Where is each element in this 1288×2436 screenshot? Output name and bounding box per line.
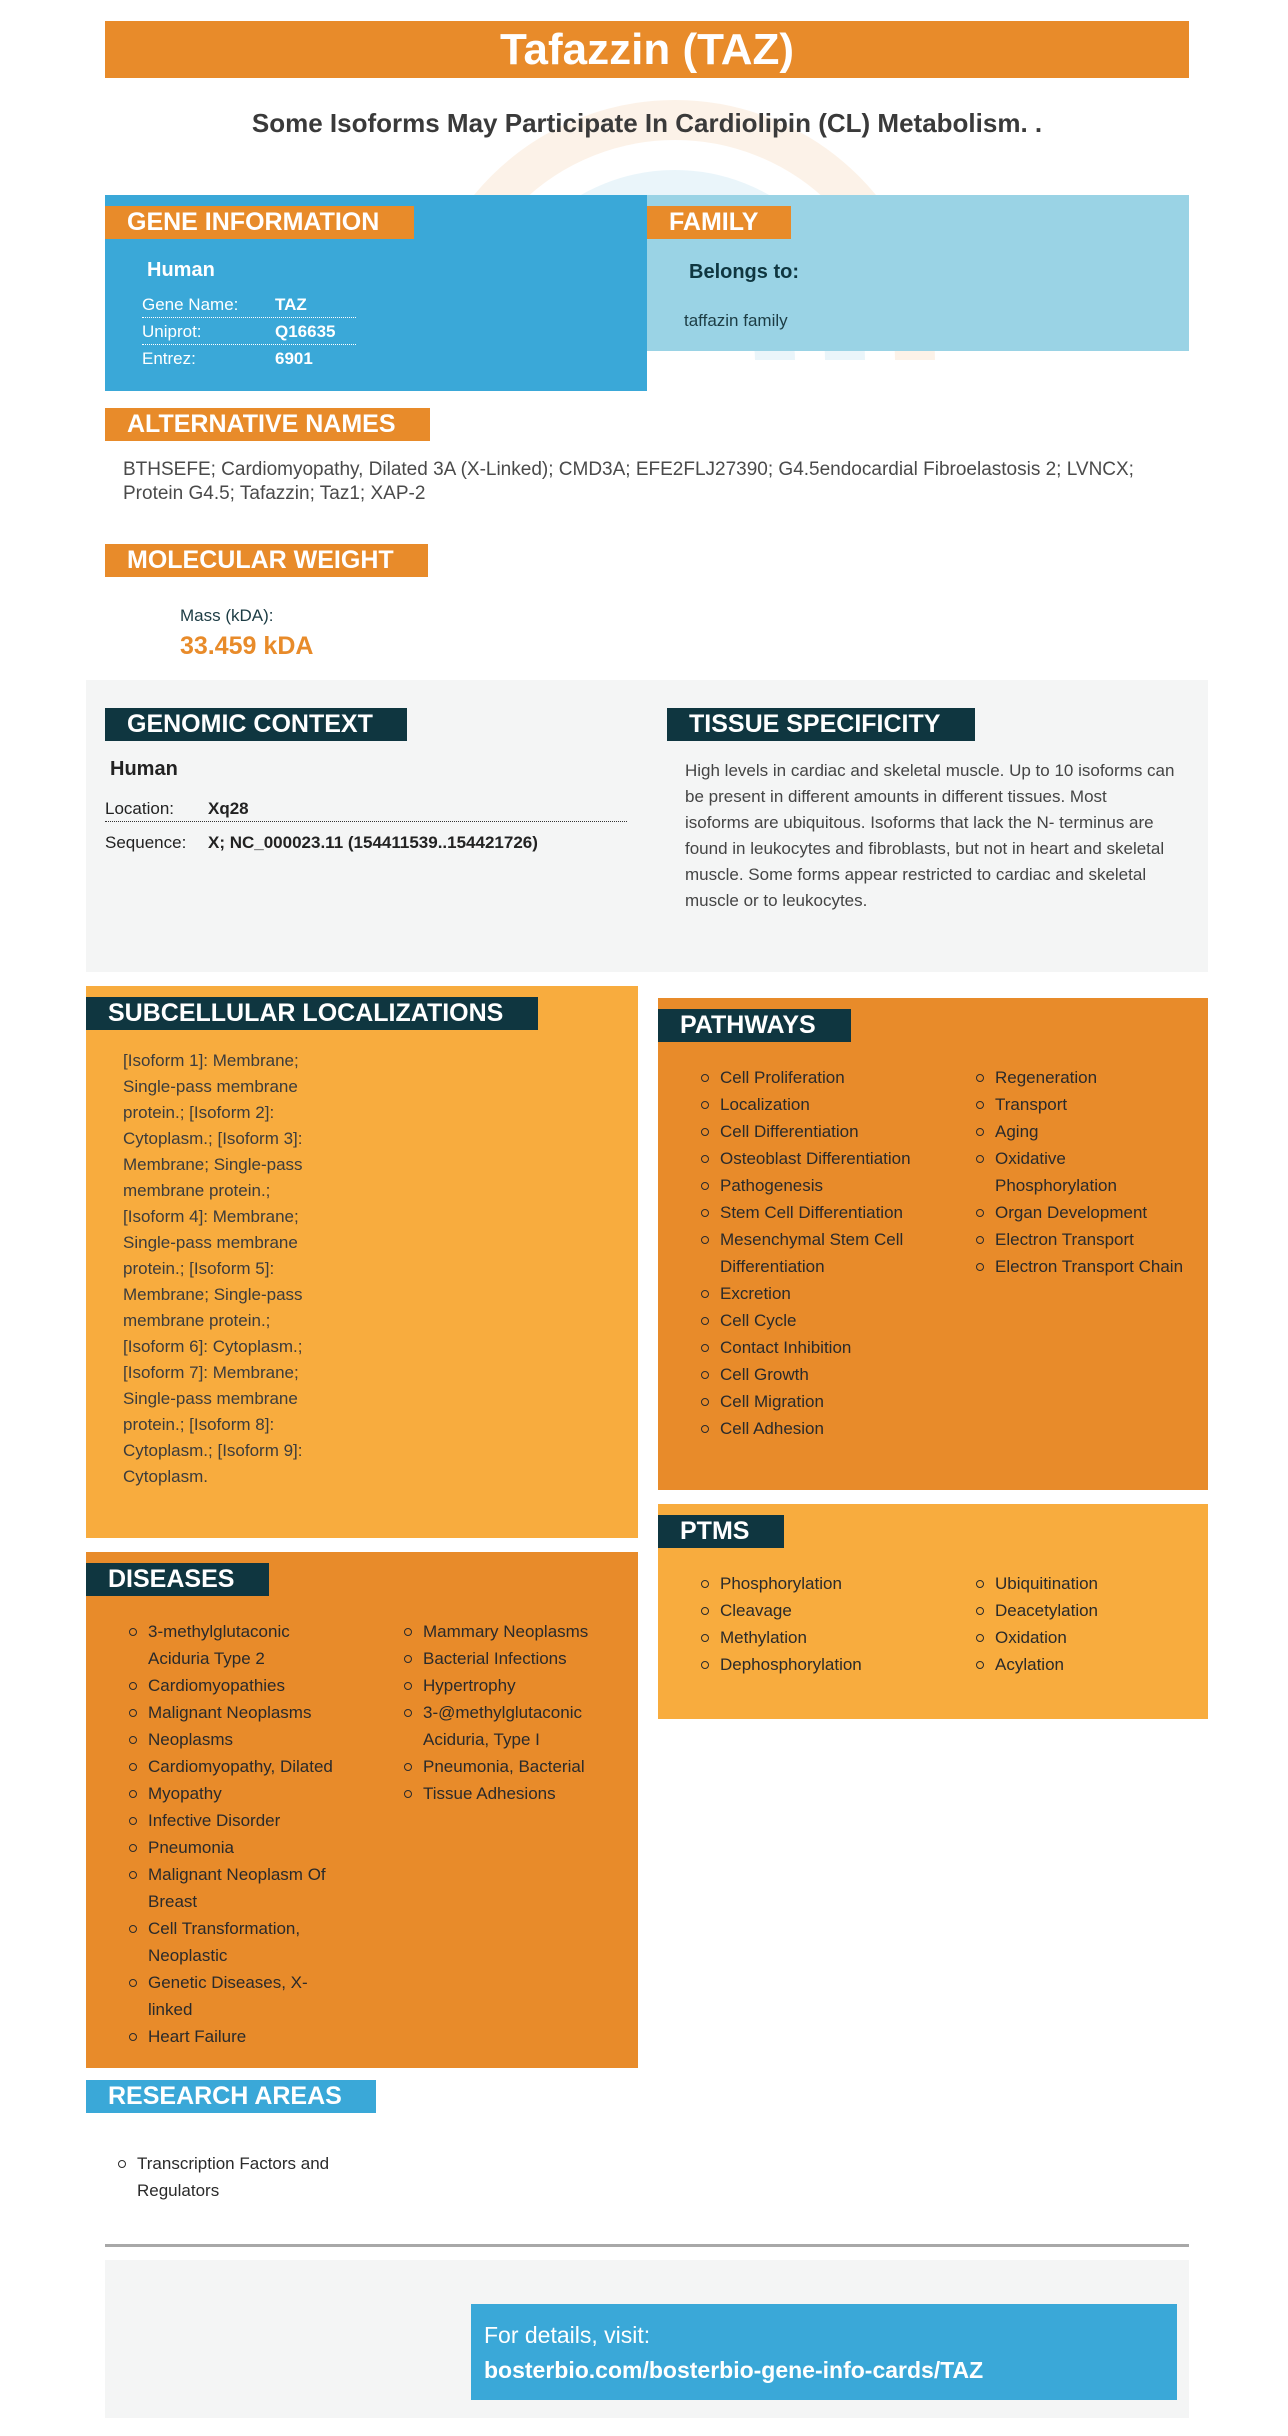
diseases-list-col2 bbox=[404, 1618, 619, 1807]
location-label: Location: bbox=[105, 799, 174, 818]
list-item: Bacterial Infections bbox=[404, 1645, 619, 1672]
footer-divider bbox=[105, 2244, 1189, 2247]
list-item: Phosphorylation bbox=[701, 1570, 921, 1597]
list-item: Cell Adhesion bbox=[701, 1415, 921, 1442]
list-item: Contact Inhibition bbox=[701, 1334, 921, 1361]
gene-information-card bbox=[105, 195, 647, 391]
gene-name-value: TAZ bbox=[275, 295, 307, 314]
pathways-heading: PATHWAYS bbox=[658, 1009, 851, 1042]
list-item: Pneumonia bbox=[129, 1834, 334, 1861]
research-areas-list bbox=[118, 2150, 358, 2204]
list-item: Oxidation bbox=[976, 1624, 1196, 1651]
details-link-box[interactable] bbox=[471, 2304, 1177, 2400]
list-item: Tissue Adhesions bbox=[404, 1780, 619, 1807]
list-item: Cell Migration bbox=[701, 1388, 921, 1415]
uniprot-label: Uniprot: bbox=[142, 322, 202, 341]
gene-name-label: Gene Name: bbox=[142, 295, 239, 314]
list-item: Cell Transformation, Neoplastic bbox=[129, 1915, 334, 1969]
list-item: Genetic Diseases, X-linked bbox=[129, 1969, 334, 2023]
list-item: Pneumonia, Bacterial bbox=[404, 1753, 619, 1780]
subcellular-heading: SUBCELLULAR LOCALIZATIONS bbox=[86, 997, 538, 1030]
list-item: Heart Failure bbox=[129, 2023, 334, 2050]
diseases-heading: DISEASES bbox=[86, 1563, 269, 1596]
list-item: Stem Cell Differentiation bbox=[701, 1199, 921, 1226]
list-item: Cell Growth bbox=[701, 1361, 921, 1388]
alternative-names-text: BTHSEFE; Cardiomyopathy, Dilated 3A (X-Linked); CMD3A; EFE2FLJ27390; G4.5endocardial Fibroelastosis 2; LVNCX; Protein G4.5; Tafazzin; Taz1; XAP-2 bbox=[123, 459, 1134, 504]
list-item: Mesenchymal Stem Cell Differentiation bbox=[701, 1226, 921, 1280]
list-item: Cell Cycle bbox=[701, 1307, 921, 1334]
ptms-list-col1 bbox=[701, 1570, 921, 1678]
list-item: Cardiomyopathy, Dilated bbox=[129, 1753, 334, 1780]
list-item: Methylation bbox=[701, 1624, 921, 1651]
list-item: Acylation bbox=[976, 1651, 1196, 1678]
details-link[interactable]: bosterbio.com/bosterbio-gene-info-cards/TAZ bbox=[484, 2357, 984, 2383]
molecular-weight-heading: MOLECULAR WEIGHT bbox=[105, 544, 428, 577]
list-item: Electron Transport bbox=[976, 1226, 1204, 1253]
list-item: Infective Disorder bbox=[129, 1807, 334, 1834]
diseases-list-col1 bbox=[129, 1618, 334, 2050]
ptms-card bbox=[658, 1504, 1208, 1719]
list-item: Hypertrophy bbox=[404, 1672, 619, 1699]
mass-value: 33.459 kDA bbox=[180, 632, 314, 660]
list-item: Electron Transport Chain bbox=[976, 1253, 1204, 1280]
page-subtitle: Some Isoforms May Participate In Cardiolipin (CL) Metabolism. . bbox=[251, 108, 1043, 138]
tissue-specificity-text: High levels in cardiac and skeletal muscle. Up to 10 isoforms can be present in different amounts in different tissues. Most isoforms are ubiquitous. Isoforms that lack the N- terminus are found in leukocytes and fibroblasts, but not in heart and skeletal muscle. Some forms appear restricted to cardiac and skeletal muscle or to leukocytes. bbox=[685, 761, 1175, 910]
ptms-heading: PTMS bbox=[658, 1515, 784, 1548]
list-item: Neoplasms bbox=[129, 1726, 334, 1753]
list-item: Aging bbox=[976, 1118, 1204, 1145]
list-item: Cell Differentiation bbox=[701, 1118, 921, 1145]
list-item: Organ Development bbox=[976, 1199, 1204, 1226]
list-item: Localization bbox=[701, 1091, 921, 1118]
uniprot-value: Q16635 bbox=[275, 322, 336, 341]
list-item: Transport bbox=[976, 1091, 1204, 1118]
ptms-list-col2 bbox=[976, 1570, 1196, 1678]
entrez-value: 6901 bbox=[275, 349, 313, 368]
entrez-row bbox=[142, 345, 356, 372]
sequence-label: Sequence: bbox=[105, 833, 187, 852]
family-heading: FAMILY bbox=[647, 206, 791, 239]
sequence-row bbox=[105, 829, 627, 856]
entrez-label: Entrez: bbox=[142, 349, 196, 368]
uniprot-row bbox=[142, 318, 356, 345]
belongs-to-label: Belongs to: bbox=[689, 261, 799, 283]
location-row bbox=[105, 795, 627, 822]
list-item: Deacetylation bbox=[976, 1597, 1196, 1624]
pathways-card bbox=[658, 998, 1208, 1490]
pathways-list-col2 bbox=[976, 1064, 1204, 1280]
list-item: Malignant Neoplasms bbox=[129, 1699, 334, 1726]
list-item: Mammary Neoplasms bbox=[404, 1618, 619, 1645]
location-value: Xq28 bbox=[208, 799, 249, 818]
list-item: Malignant Neoplasm Of Breast bbox=[129, 1861, 334, 1915]
list-item: Transcription Factors and Regulators bbox=[118, 2150, 358, 2204]
sequence-value: X; NC_000023.11 (154411539..154421726) bbox=[208, 833, 538, 852]
alternative-names-heading: ALTERNATIVE NAMES bbox=[105, 408, 430, 441]
list-item: Cardiomyopathies bbox=[129, 1672, 334, 1699]
genomic-species: Human bbox=[110, 758, 178, 780]
family-name: taffazin family bbox=[684, 311, 788, 330]
research-areas-heading: RESEARCH AREAS bbox=[86, 2080, 376, 2113]
page-title: Tafazzin (TAZ) bbox=[105, 21, 1189, 78]
genomic-context-heading: GENOMIC CONTEXT bbox=[105, 708, 407, 741]
list-item: Regeneration bbox=[976, 1064, 1204, 1091]
family-card bbox=[647, 195, 1189, 351]
list-item: Dephosphorylation bbox=[701, 1651, 921, 1678]
gene-information-heading: GENE INFORMATION bbox=[105, 206, 414, 239]
list-item: Excretion bbox=[701, 1280, 921, 1307]
gene-species: Human bbox=[147, 259, 215, 281]
gene-name-row bbox=[142, 291, 356, 318]
tissue-specificity-heading: TISSUE SPECIFICITY bbox=[667, 708, 975, 741]
list-item: 3-@methylglutaconic Aciduria, Type I bbox=[404, 1699, 619, 1753]
subcellular-text: [Isoform 1]: Membrane; Single-pass membrane protein.; [Isoform 2]: Cytoplasm.; [Isoform 3]: Membrane; Single-pass membrane protein.; [Isoform 4]: Membrane; Single-pass membrane protein.; [Isoform 5]: Membrane; Single-pass membrane protein.; [Isoform 6]: Cytoplasm.; [Isoform 7]: Membrane; Single-pass membrane protein.; [Isoform 8]: Cytoplasm.; [Isoform 9]: Cytoplasm. bbox=[123, 1051, 303, 1486]
pathways-list-col1 bbox=[701, 1064, 921, 1442]
mass-label: Mass (kDA): bbox=[180, 606, 274, 625]
list-item: Cell Proliferation bbox=[701, 1064, 921, 1091]
list-item: Osteoblast Differentiation bbox=[701, 1145, 921, 1172]
list-item: Ubiquitination bbox=[976, 1570, 1196, 1597]
diseases-card bbox=[86, 1552, 638, 2068]
details-label: For details, visit: bbox=[484, 2322, 651, 2348]
list-item: Pathogenesis bbox=[701, 1172, 921, 1199]
list-item: 3-methylglutaconic Aciduria Type 2 bbox=[129, 1618, 334, 1672]
list-item: Oxidative Phosphorylation bbox=[976, 1145, 1116, 1199]
list-item: Cleavage bbox=[701, 1597, 921, 1624]
list-item: Myopathy bbox=[129, 1780, 334, 1807]
